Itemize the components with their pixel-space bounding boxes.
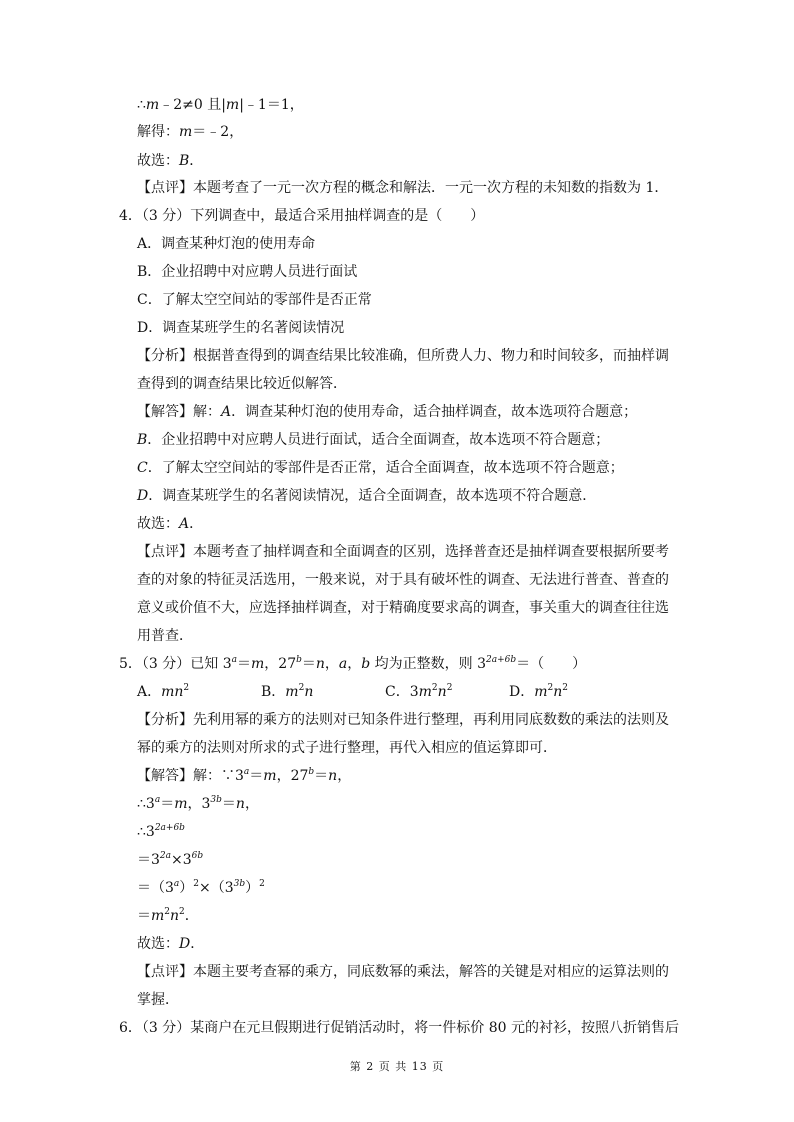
q4-option-a: A．调查某种灯泡的使用寿命	[137, 236, 316, 252]
q4-choice: 故选：A．	[137, 516, 204, 532]
q4-analysis: 查得到的调查结果比较近似解答．	[137, 376, 347, 392]
q5-option-c: C．$3m^2n^2$	[385, 683, 453, 700]
question-5-stem: 5．（3 分）已知 $3^a=m$，$27^b=n$，a，b 均为正整数，则 $3^{2a+6b}=$（ ）	[119, 655, 587, 672]
q5-choice: 故选：D．	[137, 936, 205, 952]
q5-option-a: A．$mn^2$	[137, 683, 190, 700]
q5-comment: 【点评】本题主要考查幂的乘方，同底数幂的乘法，解答的关键是对相应的运算法则的	[137, 964, 669, 980]
q4-comment: 用普查．	[137, 628, 193, 644]
q5-option-b: B．$m^2n$	[261, 683, 314, 700]
q4-analysis: 【分析】根据普查得到的调查结果比较准确，但所费人力、物力和时间较多，而抽样调	[137, 348, 669, 364]
q5-options	[137, 682, 633, 702]
q5-option-d: D．$m^2n^2$	[509, 683, 569, 700]
q4-answer-b: B．企业招聘中对应聘人员进行面试，适合全面调查，故本选项不符合题意；	[137, 432, 610, 448]
q5-step: 【解答】解：$\because 3^a=m$，$27^b=n$，	[137, 767, 352, 784]
question-4-stem: 4．（3 分）下列调查中，最适合采用抽样调查的是（ ）	[119, 208, 485, 224]
q5-step: $=m^2n^2$．	[137, 907, 199, 924]
choice-line: 故选：B．	[137, 153, 204, 169]
q5-comment: 掌握．	[137, 992, 179, 1008]
page-footer: 第 2 页 共 13 页	[349, 1060, 445, 1073]
q4-answer-d: D．调查某班学生的名著阅读情况，适合全面调查，故本选项不符合题意．	[137, 488, 597, 504]
q4-option-d: D．调查某班学生的名著阅读情况	[137, 320, 345, 336]
comment-line: 【点评】本题考查了一元一次方程的概念和解法．一元一次方程的未知数的指数为 1．	[137, 180, 669, 196]
q4-option-c: C．了解太空空间站的零部件是否正常	[137, 292, 372, 308]
solution-line: ∴m﹣2≠0 且|m|﹣1＝1，	[137, 97, 304, 113]
q4-answer-a: 【解答】解：A．调查某种灯泡的使用寿命，适合抽样调查，故本选项符合题意；	[137, 404, 638, 420]
q4-comment: 查的对象的特征灵活选用，一般来说，对于具有破坏性的调查、无法进行普查、普查的	[137, 572, 669, 588]
question-6-stem: 6．（3 分）某商户在元旦假期进行促销活动时，将一件标价 80 元的衬衫，按照八折销售后	[119, 1020, 679, 1036]
q5-step: $=(3^a)^2\times(3^{3b})^2$	[137, 879, 265, 896]
q4-comment: 意义或价值不大，应选择抽样调查，对于精确度要求高的调查，事关重大的调查往往选	[137, 600, 669, 616]
q5-step: $=3^{2a}\times 3^{6b}$	[137, 851, 204, 868]
solution-line: 解得：m＝﹣2，	[137, 124, 244, 140]
q4-answer-c: C．了解太空空间站的零部件是否正常，适合全面调查，故本选项不符合题意；	[137, 460, 624, 476]
q5-step: $\therefore 3^{2a+6b}$	[137, 823, 185, 840]
q5-analysis: 【分析】先利用幂的乘方的法则对已知条件进行整理，再利用同底数数的乘法的法则及	[137, 712, 669, 728]
q5-analysis: 幂的乘方的法则对所求的式子进行整理，再代入相应的值运算即可．	[137, 740, 557, 756]
q4-option-b: B．企业招聘中对应聘人员进行面试	[137, 264, 358, 280]
q5-step: $\therefore 3^a=m$，$3^{3b}=n$，	[137, 795, 259, 812]
q4-comment: 【点评】本题考查了抽样调查和全面调查的区别，选择普查还是抽样调查要根据所要考	[137, 544, 669, 560]
